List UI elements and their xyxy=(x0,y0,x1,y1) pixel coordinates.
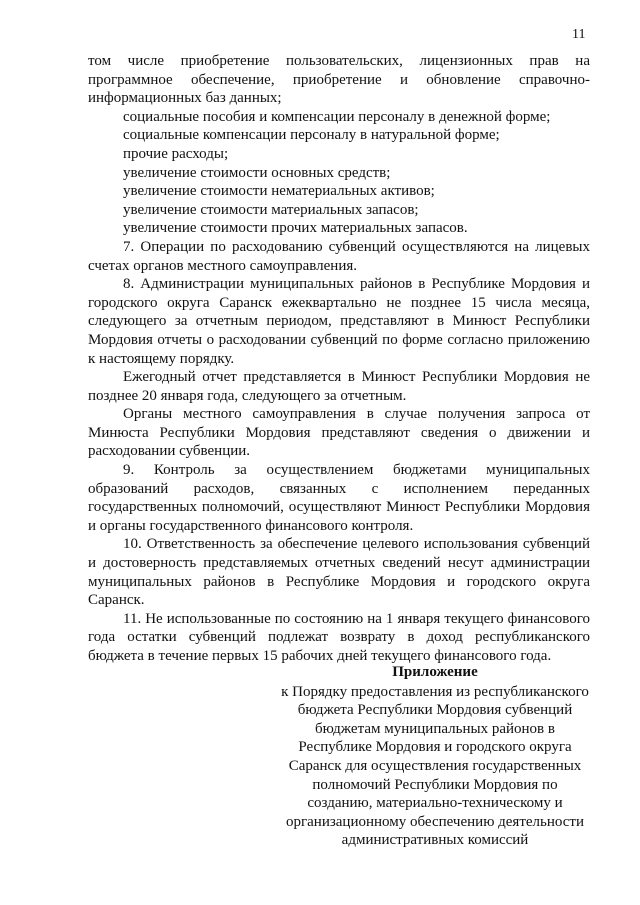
paragraph-local-authorities: Органы местного самоуправления в случае получения запроса от Минюста Республики Мордовия представляют сведения о движении и расходовании субвенции. xyxy=(88,406,590,460)
list-item: социальные пособия и компенсации персоналу в денежной форме; xyxy=(123,108,551,125)
appendix-line: бюджета Республики Мордовия субвенций xyxy=(297,702,573,719)
list-item: увеличение стоимости основных средств; xyxy=(123,164,391,181)
list-item: увеличение стоимости нематериальных активов; xyxy=(123,183,435,200)
list-item: прочие расходы; xyxy=(123,145,229,162)
paragraph-intro: том числе приобретение пользовательских, лицензионных прав на программное обеспечение, приобретение и обновление справочно-информационных баз данных; xyxy=(88,53,590,107)
paragraph-11: 11. Не использованные по состоянию на 1 января текущего финансового года остатки субвенций подлежат возврату в доход республиканского бюджета в течение первых 15 рабочих дней текущего финансового года. xyxy=(88,610,590,664)
paragraph-8: 8. Администрации муниципальных районов в Республике Мордовия и городского округа Саранск ежеквартально не позднее 15 числа месяца, следующего за отчетным периодом, представляют в Минюст Республики Мордовия отчеты о расходовании субвенций по форме согласно приложению к настоящему порядку. xyxy=(88,276,590,367)
appendix-line: к Порядку предоставления из республиканского xyxy=(281,683,589,700)
appendix-line: созданию, материально-техническому и xyxy=(307,795,563,812)
list-item: социальные компенсации персоналу в натуральной форме; xyxy=(123,127,500,144)
appendix-line: бюджетам муниципальных районов в xyxy=(315,720,555,737)
appendix-title: Приложение xyxy=(392,664,478,680)
paragraph-9: 9. Контроль за осуществлением бюджетами муниципальных образований расходов, связанных с исполнением переданных государственных полномочий, осуществляют Минюст Республики Мордовия и органы государственного финансового контроля. xyxy=(88,462,590,534)
document-body xyxy=(88,52,590,666)
paragraph-10: 10. Ответственность за обеспечение целевого использования субвенций и достоверность представляемых отчетных сведений несут администрации муниципальных районов в Республике Мордовия и городского округа Саранск. xyxy=(88,536,590,609)
page-number: 11 xyxy=(572,27,586,42)
appendix-line: административных комиссий xyxy=(341,832,529,849)
paragraph-annual-report: Ежегодный отчет представляется в Минюст Республики Мордовия не позднее 20 января года, следующего за отчетным. xyxy=(88,369,590,404)
appendix-header xyxy=(270,663,600,850)
appendix-line: Республике Мордовия и городского округа xyxy=(298,739,572,756)
appendix-line: полномочий Республики Мордовия по xyxy=(312,776,558,793)
list-item: увеличение стоимости прочих материальных запасов. xyxy=(123,220,468,237)
appendix-line: Саранск для осуществления государственных xyxy=(288,757,582,774)
appendix-line: организационному обеспечению деятельности xyxy=(285,813,585,830)
paragraph-7: 7. Операции по расходованию субвенций осуществляются на лицевых счетах органов местного самоуправления. xyxy=(88,238,590,274)
list-item: увеличение стоимости материальных запасов; xyxy=(123,201,419,218)
